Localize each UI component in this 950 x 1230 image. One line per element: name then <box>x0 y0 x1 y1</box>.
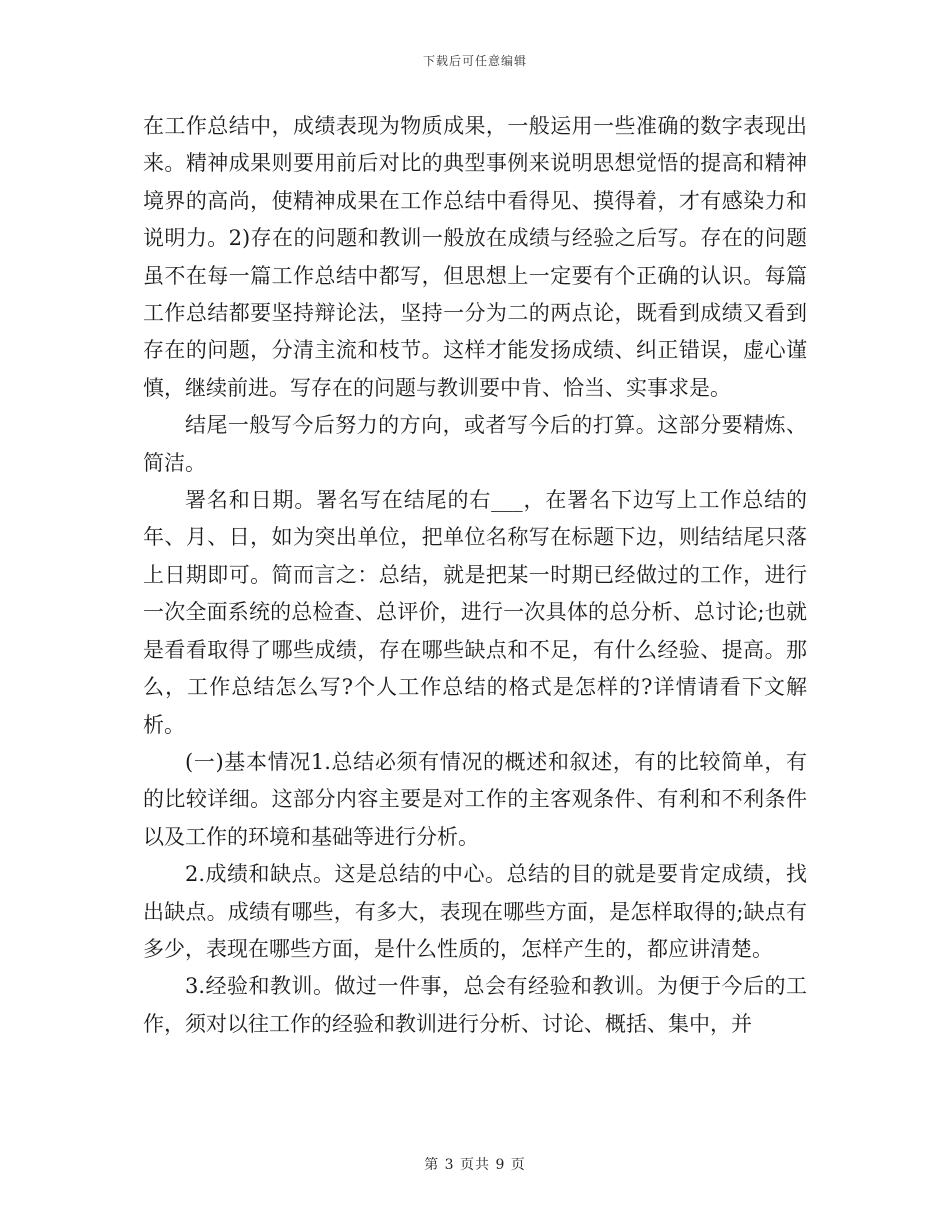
body-paragraph-6: 3.经验和教训。做过一件事，总会有经验和教训。为便于今后的工作，须对以往工作的经验和教训进行分析、讨论、概括、集中，并 <box>143 974 807 1036</box>
page-number-footer: 第 3 页共 9 页 <box>424 1157 526 1173</box>
body-paragraph-4: (一)基本情况1.总结必须有情况的概述和叙述，有的比较简单，有的比较详细。这部分内容主要是对工作的主客观条件、有利和不利条件以及工作的环境和基础等进行分析。 <box>143 749 807 849</box>
body-paragraph-1: 在工作总结中，成绩表现为物质成果，一般运用一些准确的数字表现出来。精神成果则要用前后对比的典型事例来说明思想觉悟的提高和精神境界的高尚，使精神成果在工作总结中看得见、摸得着，才有感染力和说明力。2)存在的问题和教训一般放在成绩与经验之后写。存在的问题虽不在每一篇工作总结中都写，但思想上一定要有个正确的认识。每篇工作总结都要坚持辩论法，坚持一分为二的两点论，既看到成绩又看到存在的问题，分清主流和枝节。这样才能发扬成绩、纠正错误，虚心谨慎，继续前进。写存在的问题与教训要中肯、恰当、实事求是。 <box>143 114 807 400</box>
document-body <box>143 108 807 1043</box>
page-header: 下载后可任意编辑 <box>422 54 527 68</box>
body-paragraph-5: 2.成绩和缺点。这是总结的中心。总结的目的就是要肯定成绩，找出缺点。成绩有哪些，有多大，表现在哪些方面，是怎样取得的;缺点有多少，表现在哪些方面，是什么性质的，怎样产生的，都应讲清楚。 <box>143 862 807 961</box>
body-paragraph-2: 结尾一般写今后努力的方向，或者写今后的打算。这部分要精炼、简洁。 <box>143 413 807 475</box>
body-paragraph-3: 署名和日期。署名写在结尾的右___，在署名下边写上工作总结的年、月、日，如为突出单位，把单位名称写在标题下边，则结结尾只落上日期即可。简而言之：总结，就是把某一时期已经做过的工作，进行一次全面系统的总检查、总评价，进行一次具体的总分析、总讨论;也就是看看取得了哪些成绩，存在哪些缺点和不足，有什么经验、提高。那么，工作总结怎么写?个人工作总结的格式是怎样的?详情请看下文解析。 <box>143 488 807 737</box>
